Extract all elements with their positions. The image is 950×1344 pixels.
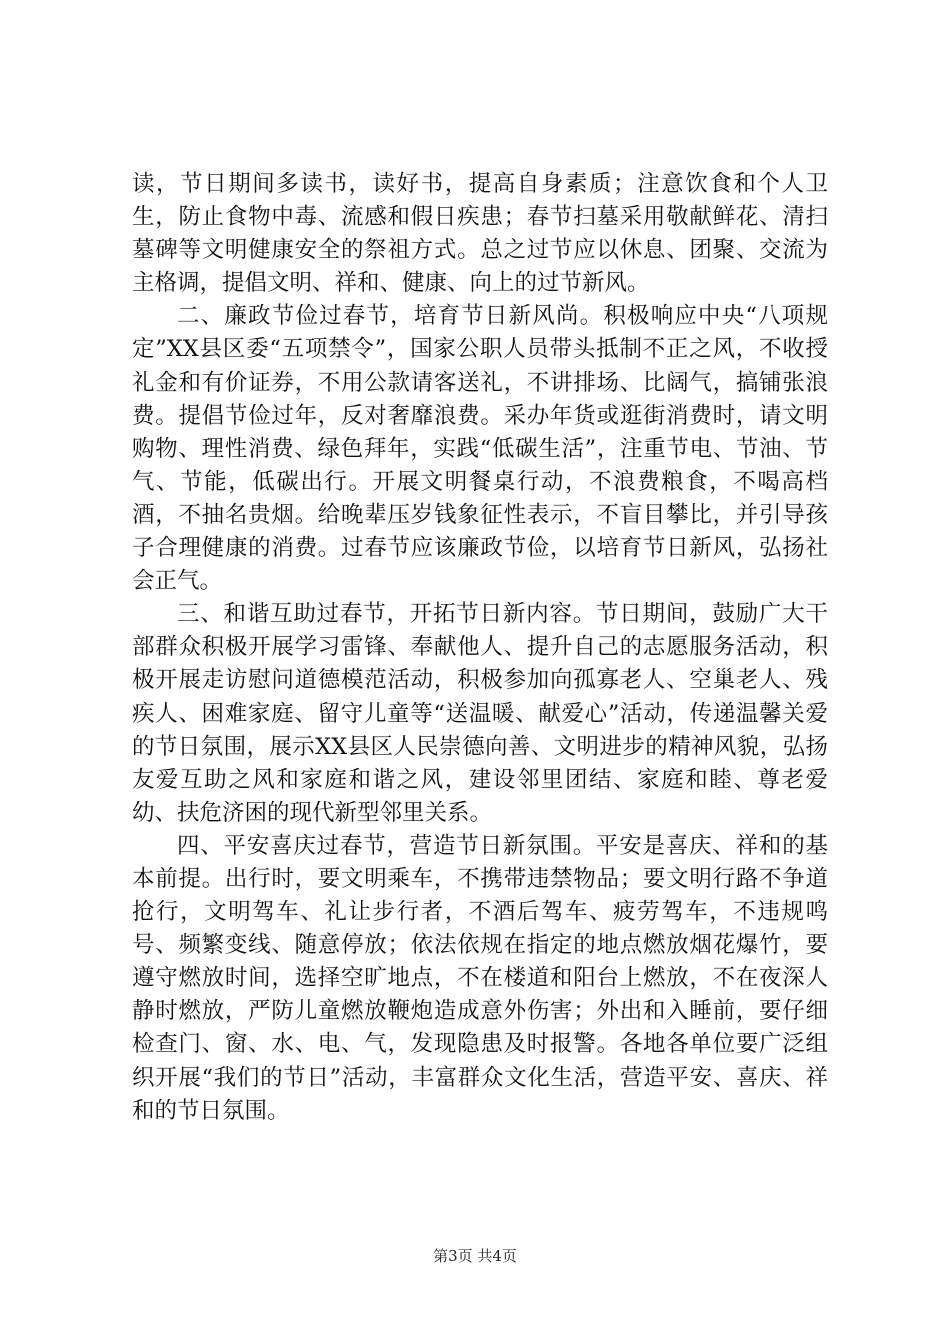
paragraph-section-2: 二、廉政节俭过春节，培育节日新风尚。积极响应中央“八项规定”XX县区委“五项禁令”，国家公职人员带头抵制不正之风，不收授礼金和有价证券，不用公款请客送礼，不讲排场、比阔气，搞铺张浪费。提倡节俭过年，反对奢靡浪费。采办年货或逛街消费时，请文明购物、理性消费、绿色拜年，实践“低碳生活”，注重节电、节油、节气、节能，低碳出行。开展文明餐桌行动，不浪费粮食，不喝高档酒，不抽名贵烟。给晚辈压岁钱象征性表示，不盲目攀比，并引导孩子合理健康的消费。过春节应该廉政节俭，以培育节日新风，弘扬社会正气。 (132, 303, 828, 595)
document-body (132, 168, 828, 1128)
paragraph-section-3: 三、和谐互助过春节，开拓节日新内容。节日期间，鼓励广大干部群众积极开展学习雷锋、奉献他人、提升自己的志愿服务活动，积极开展走访慰问道德模范活动，积极参加向孤寡老人、空巢老人、残疾人、困难家庭、留守儿童等“送温暖、献爱心”活动，传递温馨关爱的节日氛围，展示XX县区人民崇德向善、文明进步的精神风貌，弘扬友爱互助之风和家庭和谐之风，建设邻里团结、家庭和睦、尊老爱幼、扶危济困的现代新型邻里关系。 (132, 601, 828, 826)
paragraph-continuation: 读，节日期间多读书，读好书，提高自身素质；注意饮食和个人卫生，防止食物中毒、流感和假日疾患；春节扫墓采用敬献鲜花、清扫墓碑等文明健康安全的祭祖方式。总之过节应以休息、团聚、交流为主格调，提倡文明、祥和、健康、向上的过节新风。 (132, 171, 828, 297)
paragraph-section-4: 四、平安喜庆过春节，营造节日新氛围。平安是喜庆、祥和的基本前提。出行时，要文明乘车，不携带违禁物品；要文明行路不争道抢行，文明驾车、礼让步行者，不酒后驾车、疲劳驾车，不违规鸣号、频繁变线、随意停放；依法依规在指定的地点燃放烟花爆竹，要遵守燃放时间，选择空旷地点，不在楼道和阳台上燃放，不在夜深人静时燃放，严防儿童燃放鞭炮造成意外伤害；外出和入睡前，要仔细检查门、窗、水、电、气，发现隐患及时报警。各地各单位要广泛组织开展“我们的节日”活动，丰富群众文化生活，营造平安、喜庆、祥和的节日氛围。 (132, 832, 828, 1124)
page-number-footer: 第3页 共4页 (433, 1247, 517, 1265)
